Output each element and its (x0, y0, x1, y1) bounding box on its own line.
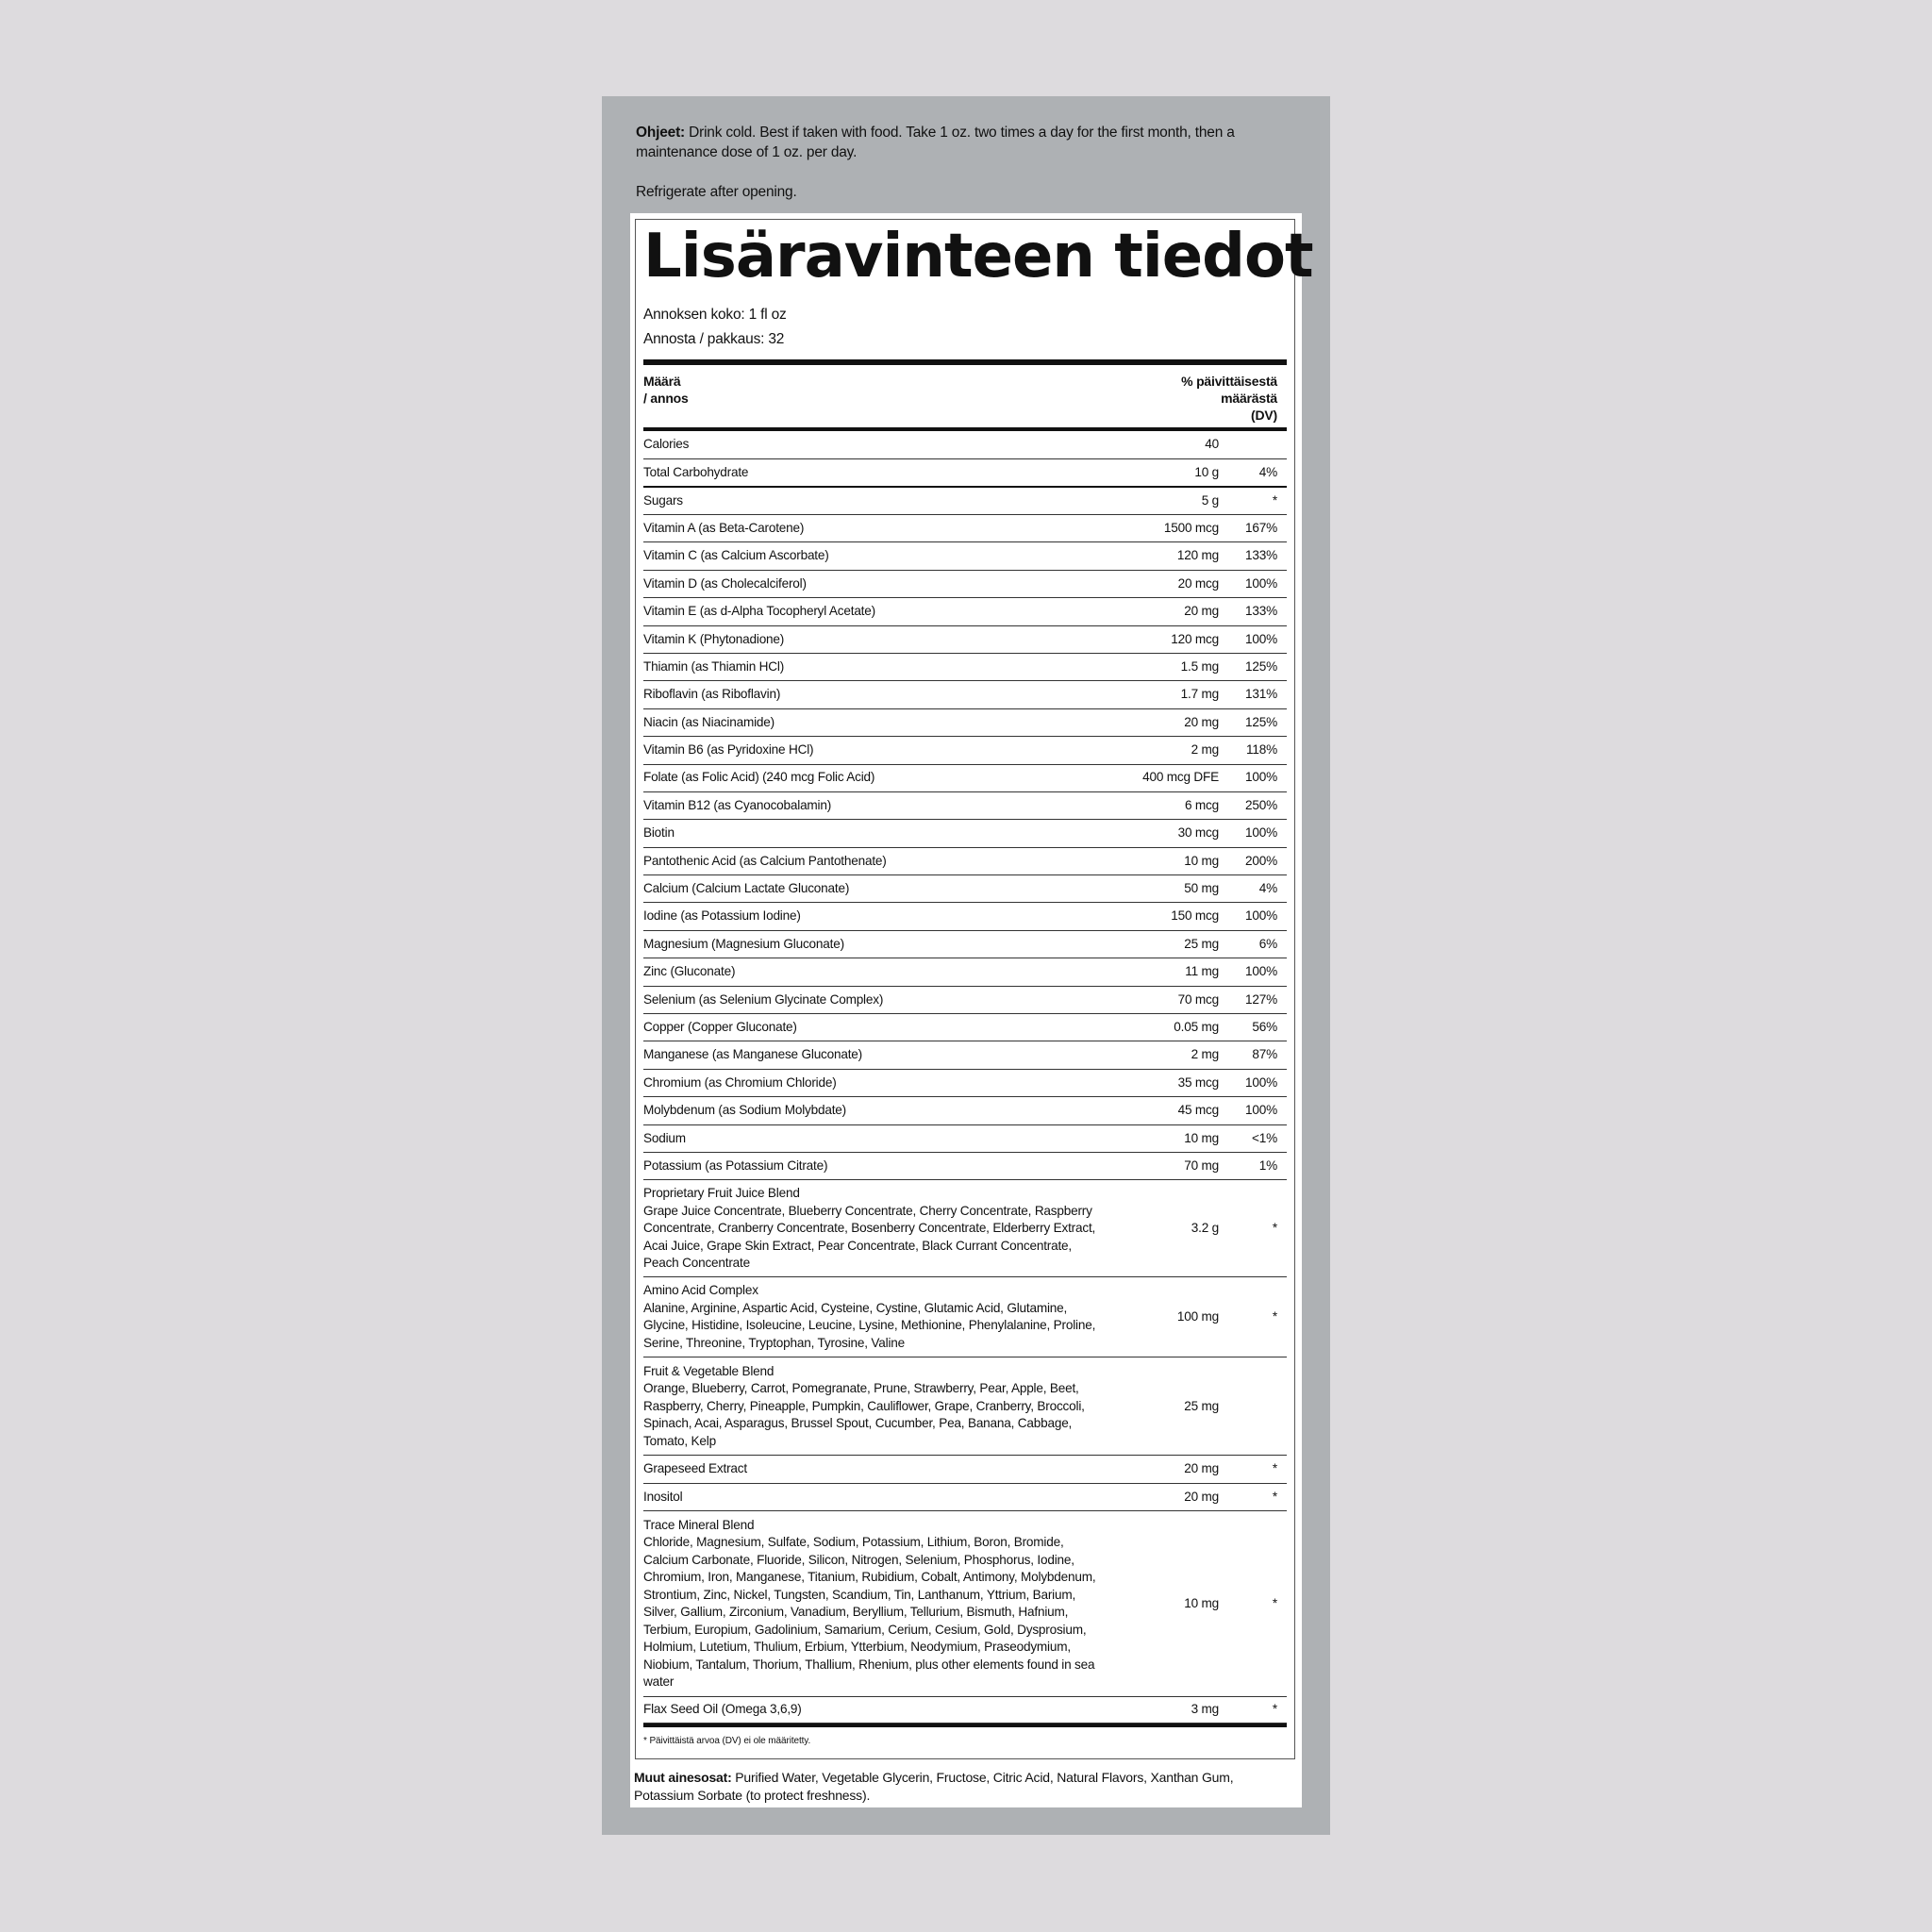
nutrient-name (643, 961, 1096, 983)
nutrient-name-text: Zinc (Gluconate) (643, 964, 736, 979)
nutrient-name (643, 1280, 1096, 1354)
nutrient-row (643, 709, 1287, 737)
nutrient-row (643, 765, 1287, 792)
nutrient-amount: 25 mg (1184, 936, 1219, 951)
nutrient-daily-value: * (1272, 1461, 1277, 1476)
nutrient-amount: 50 mg (1184, 881, 1219, 896)
nutrient-amount: 1.7 mg (1180, 687, 1219, 702)
nutrient-row (643, 1357, 1287, 1456)
nutrient-daily-value: 133% (1245, 604, 1277, 619)
nutrient-row (643, 903, 1287, 930)
nutrient-description: Alanine, Arginine, Aspartic Acid, Cysteine, Cystine, Glutamic Acid, Glutamine, Glycine, Histidine, Isoleucine, Leucine, Lysine, Methionine, Phenylalanine, Proline, Serine, Threonine, Tryptophan, Tyrosine, Valine (643, 1300, 1096, 1350)
nutrient-name (643, 1699, 1096, 1721)
nutrient-daily-value: 100% (1245, 631, 1277, 646)
nutrient-daily-value: * (1272, 492, 1277, 508)
other-ingredients-text: Purified Water, Vegetable Glycerin, Fructose, Citric Acid, Natural Flavors, Xanthan Gum, Potassium Sorbate (to protect freshness). (634, 1770, 1234, 1803)
nutrient-name-text: Proprietary Fruit Juice Blend (643, 1186, 800, 1201)
nutrient-row (643, 1180, 1287, 1277)
nutrient-name (643, 767, 1096, 789)
nutrient-row (643, 488, 1287, 515)
nutrient-name (643, 629, 1096, 651)
nutrient-name (643, 990, 1096, 1011)
nutrient-name (643, 934, 1096, 956)
nutrient-row (643, 848, 1287, 875)
nutrient-amount: 20 mg (1184, 604, 1219, 619)
nutrient-row (643, 1153, 1287, 1180)
nutrient-row (643, 792, 1287, 820)
nutrient-daily-value: 100% (1245, 1103, 1277, 1118)
nutrient-daily-value: * (1272, 1595, 1277, 1610)
nutrient-daily-value: 250% (1245, 797, 1277, 812)
other-ingredients-label: Muut ainesosat: (634, 1770, 732, 1785)
nutrient-daily-value: 167% (1245, 520, 1277, 535)
nutrient-amount: 70 mcg (1177, 991, 1219, 1007)
nutrient-name (643, 1100, 1096, 1122)
nutrient-amount: 35 mcg (1177, 1074, 1219, 1090)
nutrient-name (643, 1458, 1096, 1480)
nutrient-row (643, 431, 1287, 459)
nutrient-name-text: Vitamin A (as Beta-Carotene) (643, 520, 805, 535)
nutrient-name (643, 491, 1096, 512)
nutrient-daily-value: 100% (1245, 1074, 1277, 1090)
nutrient-row (643, 571, 1287, 598)
footnote: * Päivittäistä arvoa (DV) ei ole määritetty. (643, 1736, 811, 1747)
nutrient-name (643, 657, 1096, 678)
nutrient-name (643, 518, 1096, 540)
nutrient-name (643, 712, 1096, 734)
nutrient-daily-value: 6% (1258, 936, 1277, 951)
column-header (643, 365, 1287, 427)
nutrient-name (643, 1487, 1096, 1508)
nutrient-name (643, 1128, 1096, 1150)
nutrient-name (643, 545, 1096, 567)
nutrient-name-text: Magnesium (Magnesium Gluconate) (643, 936, 844, 951)
nutrient-name (643, 574, 1096, 595)
nutrient-daily-value: 4% (1258, 881, 1277, 896)
nutrient-daily-value: 100% (1245, 964, 1277, 979)
nutrient-row (643, 542, 1287, 570)
nutrient-row (643, 875, 1287, 903)
nutrient-name (643, 740, 1096, 761)
nutrient-description: Orange, Blueberry, Carrot, Pomegranate, Prune, Strawberry, Pear, Apple, Beet, Raspberry, Cherry, Pineapple, Pumpkin, Cauliflower, Grape, Cranberry, Broccoli, Spinach, Acai, Asparagus, Brussel Spout, Cucumber, Pea, Banana, Cabbage, Tomato, Kelp (643, 1381, 1085, 1448)
nutrient-description: Chloride, Magnesium, Sulfate, Sodium, Potassium, Lithium, Boron, Bromide, Calcium Carbonate, Fluoride, Silicon, Nitrogen, Selenium, Phosphorus, Iodine, Chromium, Iron, Manganese, Titanium, Rubidium, Cobalt, Antimony, Molybdenum, Strontium, Zinc, Nickel, Tungsten, Scandium, Tin, Lanthanum, Yttrium, Barium, Silver, Gallium, Zirconium, Vanadium, Beryllium, Tellurium, Bismuth, Hafnium, Terbium, Europium, Gadolinium, Samarium, Cerium, Cesium, Gold, Dysprosium, Holmium, Lutetium, Thulium, Erbium, Ytterbium, Neodymium, Praseodymium, Niobium, Tantalum, Thorium, Thallium, Rhenium, plus other elements found in sea water (643, 1535, 1096, 1690)
nutrient-name (643, 878, 1096, 900)
nutrient-name-text: Thiamin (as Thiamin HCl) (643, 658, 785, 674)
refrigerate-note: Refrigerate after opening. (636, 184, 797, 200)
nutrient-name-text: Vitamin E (as d-Alpha Tocopheryl Acetate) (643, 604, 875, 619)
nutrient-name-text: Vitamin B12 (as Cyanocobalamin) (643, 797, 832, 812)
nutrient-daily-value: * (1272, 1489, 1277, 1504)
nutrient-amount: 1.5 mg (1180, 658, 1219, 674)
label-panel (602, 96, 1330, 1835)
nutrient-row (643, 1041, 1287, 1069)
nutrient-row (643, 1697, 1287, 1724)
nutrient-amount: 3 mg (1191, 1702, 1219, 1717)
nutrient-row (643, 1511, 1287, 1697)
nutrient-name-text: Grapeseed Extract (643, 1461, 747, 1476)
nutrient-name (643, 601, 1096, 623)
nutrient-name (643, 1044, 1096, 1066)
nutrient-name-text: Iodine (as Potassium Iodine) (643, 908, 801, 924)
nutrient-row (643, 1070, 1287, 1097)
nutrient-row (643, 1014, 1287, 1041)
nutrient-name (643, 1017, 1096, 1039)
nutrient-name-text: Calories (643, 437, 690, 452)
nutrient-name-text: Amino Acid Complex (643, 1283, 758, 1298)
nutrient-amount: 11 mg (1185, 964, 1219, 979)
nutrient-row (643, 737, 1287, 764)
supplement-facts-box (630, 213, 1313, 1807)
nutrient-amount: 0.05 mg (1174, 1019, 1219, 1034)
nutrient-name-text: Pantothenic Acid (as Calcium Pantothenate) (643, 853, 887, 868)
nutrient-daily-value: 100% (1245, 825, 1277, 841)
nutrient-name-text: Folate (as Folic Acid) (240 mcg Folic Acid) (643, 770, 875, 785)
nutrient-row (643, 459, 1287, 488)
nutrient-name-text: Riboflavin (as Riboflavin) (643, 687, 781, 702)
nutrient-name-text: Niacin (as Niacinamide) (643, 714, 774, 729)
nutrient-amount: 20 mcg (1177, 575, 1219, 591)
nutrient-name (643, 1183, 1096, 1274)
nutrient-daily-value: 125% (1245, 658, 1277, 674)
nutrient-amount: 1500 mcg (1163, 520, 1219, 535)
amount-header-line2: / annos (643, 391, 689, 406)
daily-value-header (1181, 373, 1277, 424)
nutrient-row (643, 820, 1287, 847)
bottom-divider (643, 1724, 1287, 1727)
nutrient-row (643, 598, 1287, 625)
nutrient-name (643, 462, 1096, 484)
nutrient-daily-value: 100% (1245, 575, 1277, 591)
nutrient-name-text: Vitamin K (Phytonadione) (643, 631, 785, 646)
supplement-facts-table (635, 219, 1313, 1759)
dv-header-line3: (DV) (1251, 408, 1277, 423)
nutrient-name-text: Calcium (Calcium Lactate Gluconate) (643, 881, 850, 896)
nutrient-amount: 6 mcg (1184, 797, 1219, 812)
nutrient-row (643, 1484, 1287, 1511)
nutrient-name-text: Vitamin C (as Calcium Ascorbate) (643, 548, 829, 563)
nutrient-row (643, 1277, 1287, 1357)
directions-text: Drink cold. Best if taken with food. Take 1 oz. two times a day for the first month, then a maintenance dose of 1 oz. per day. (636, 125, 1235, 160)
directions (636, 123, 1258, 202)
nutrient-row (643, 931, 1287, 958)
nutrient-daily-value: 118% (1246, 742, 1277, 758)
other-ingredients (634, 1769, 1294, 1805)
nutrient-amount: 10 mg (1184, 1130, 1219, 1145)
nutrient-daily-value: 87% (1252, 1047, 1277, 1062)
nutrient-name-text: Fruit & Vegetable Blend (643, 1363, 774, 1378)
nutrient-name-text: Sugars (643, 492, 683, 508)
amount-per-serving-header (643, 373, 689, 407)
nutrient-row (643, 1456, 1287, 1483)
nutrient-amount: 10 mg (1184, 853, 1219, 868)
nutrient-daily-value: 1% (1258, 1158, 1277, 1173)
nutrient-amount: 30 mcg (1177, 825, 1219, 841)
amount-header-line1: Määrä (643, 374, 681, 389)
nutrient-amount: 20 mg (1184, 714, 1219, 729)
nutrient-description: Grape Juice Concentrate, Blueberry Concentrate, Cherry Concentrate, Raspberry Concentrate, Cranberry Concentrate, Bosenberry Concentrate, Elderberry Extract, Acai Juice, Grape Skin Extract, Pear Concentrate, Black Currant Concentrate, Peach Concentrate (643, 1203, 1096, 1271)
nutrient-amount: 3.2 g (1191, 1221, 1219, 1236)
nutrient-name-text: Vitamin D (as Cholecalciferol) (643, 575, 807, 591)
nutrient-amount: 100 mg (1176, 1309, 1219, 1324)
nutrient-daily-value: 133% (1245, 548, 1277, 563)
nutrient-amount: 20 mg (1184, 1489, 1219, 1504)
nutrient-name-text: Manganese (as Manganese Gluconate) (643, 1047, 862, 1062)
nutrient-daily-value: <1% (1252, 1130, 1277, 1145)
nutrient-name (643, 1156, 1096, 1177)
nutrient-name-text: Chromium (as Chromium Chloride) (643, 1074, 837, 1090)
nutrient-daily-value: * (1272, 1309, 1277, 1324)
nutrient-name (643, 684, 1096, 706)
nutrient-name-text: Vitamin B6 (as Pyridoxine HCl) (643, 742, 814, 758)
nutrient-row (643, 626, 1287, 654)
nutrient-row (643, 958, 1287, 986)
nutrient-amount: 40 (1205, 437, 1219, 452)
nutrient-name-text: Biotin (643, 825, 675, 841)
nutrient-amount: 2 mg (1191, 742, 1219, 758)
nutrient-name (643, 851, 1096, 873)
dv-header-line2: määrästä (1221, 391, 1277, 406)
nutrient-name-text: Flax Seed Oil (Omega 3,6,9) (643, 1702, 802, 1717)
nutrient-amount: 10 mg (1184, 1595, 1219, 1610)
nutrient-amount: 400 mcg DFE (1142, 770, 1219, 785)
nutrient-name-text: Selenium (as Selenium Glycinate Complex) (643, 991, 884, 1007)
nutrient-row (643, 1097, 1287, 1124)
nutrient-daily-value: 56% (1252, 1019, 1277, 1034)
nutrient-name (643, 906, 1096, 927)
nutrient-row (643, 987, 1287, 1014)
nutrient-rows (643, 431, 1287, 1724)
nutrient-name (643, 1073, 1096, 1094)
nutrient-daily-value: 125% (1245, 714, 1277, 729)
nutrient-amount: 10 g (1194, 464, 1219, 479)
nutrient-name-text: Total Carbohydrate (643, 464, 749, 479)
nutrient-amount: 150 mcg (1171, 908, 1219, 924)
nutrient-daily-value: 200% (1245, 853, 1277, 868)
nutrient-name-text: Molybdenum (as Sodium Molybdate) (643, 1103, 846, 1118)
dv-header-line1: % päivittäisestä (1181, 374, 1277, 389)
nutrient-daily-value: * (1272, 1221, 1277, 1236)
directions-label: Ohjeet: (636, 125, 685, 141)
nutrient-name (643, 1361, 1096, 1453)
nutrient-daily-value: * (1272, 1702, 1277, 1717)
nutrient-name (643, 795, 1096, 817)
nutrient-amount: 45 mcg (1177, 1103, 1219, 1118)
nutrient-amount: 5 g (1201, 492, 1219, 508)
nutrient-amount: 25 mg (1184, 1398, 1219, 1413)
nutrient-amount: 120 mg (1176, 548, 1219, 563)
nutrient-daily-value: 131% (1245, 687, 1277, 702)
nutrient-daily-value: 100% (1245, 770, 1277, 785)
nutrient-amount: 2 mg (1191, 1047, 1219, 1062)
nutrient-name (643, 434, 1096, 456)
facts-title: Lisäravinteen tiedot (643, 222, 1313, 291)
nutrient-name (643, 823, 1096, 844)
serving-size: Annoksen koko: 1 fl oz (643, 307, 787, 323)
nutrient-name-text: Copper (Copper Gluconate) (643, 1019, 797, 1034)
nutrient-row (643, 515, 1287, 542)
nutrient-name-text: Trace Mineral Blend (643, 1517, 755, 1532)
nutrient-daily-value: 127% (1245, 991, 1277, 1007)
servings-per-container: Annosta / pakkaus: 32 (643, 331, 785, 347)
nutrient-name-text: Inositol (643, 1489, 683, 1504)
nutrient-amount: 70 mg (1184, 1158, 1219, 1173)
nutrient-daily-value: 100% (1245, 908, 1277, 924)
nutrient-name-text: Sodium (643, 1130, 686, 1145)
nutrient-amount: 20 mg (1184, 1461, 1219, 1476)
nutrient-row (643, 1125, 1287, 1153)
nutrient-row (643, 654, 1287, 681)
nutrient-name-text: Potassium (as Potassium Citrate) (643, 1158, 828, 1173)
nutrient-name (643, 1515, 1096, 1693)
nutrient-daily-value: 4% (1258, 464, 1277, 479)
nutrient-row (643, 681, 1287, 708)
nutrient-amount: 120 mcg (1171, 631, 1219, 646)
